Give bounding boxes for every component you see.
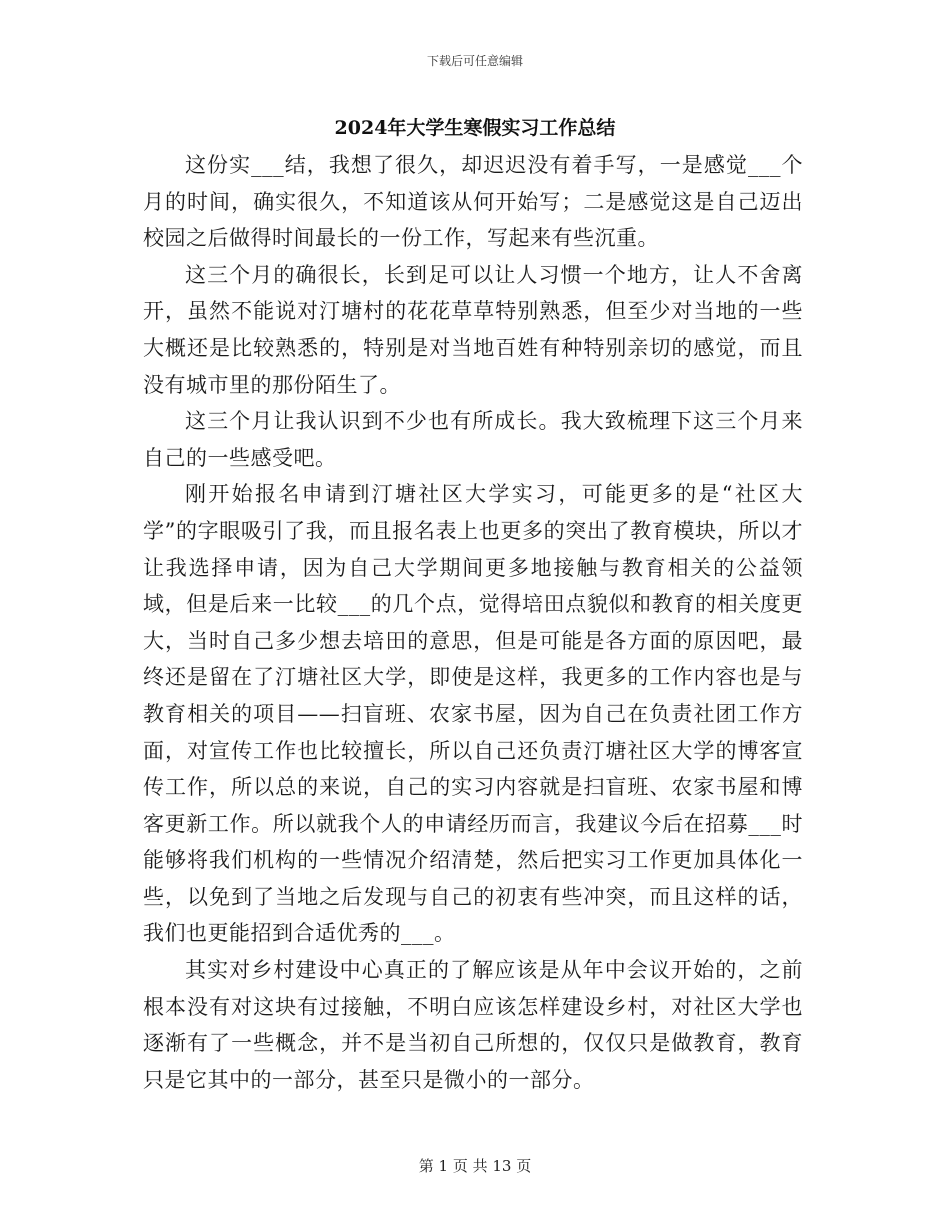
document-body [143, 147, 803, 1098]
paragraph-5: 其实对乡村建设中心真正的了解应该是从年中会议开始的，之前根本没有对这块有过接触，不明白应该怎样建设乡村，对社区大学也逐渐有了一些概念，并不是当初自己所想的，仅仅只是做教育，教育只是它其中的一部分，甚至只是微小的一部分。 [143, 958, 803, 1092]
paragraph-1: 这份实___结，我想了很久，却迟迟没有着手写，一是感觉___个月的时间，确实很久，不知道该从何开始写；二是感觉这是自己迈出校园之后做得时间最长的一份工作，写起来有些沉重。 [143, 153, 803, 251]
paragraph-2: 这三个月的确很长，长到足可以让人习惯一个地方，让人不舍离开，虽然不能说对汀塘村的花花草草特别熟悉，但至少对当地的一些大概还是比较熟悉的，特别是对当地百姓有种特别亲切的感觉，而且没有城市里的那份陌生了。 [143, 262, 803, 397]
document-title: 2024年大学生寒假实习工作总结 [334, 117, 616, 139]
paragraph-4: 刚开始报名申请到汀塘社区大学实习，可能更多的是“社区大学”的字眼吸引了我，而且报名表上也更多的突出了教育模块，所以才让我选择申请，因为自己大学期间更多地接触与教育相关的公益领域，但是后来一比较___的几个点，觉得培田点貌似和教育的相关度更大，当时自己多少想去培田的意思，但是可能是各方面的原因吧，最终还是留在了汀塘社区大学，即使是这样，我更多的工作内容也是与教育相关的项目——扫盲班、农家书屋，因为自己在负责社团工作方面，对宣传工作也比较擅长，所以自己还负责汀塘社区大学的博客宣传工作，所以总的来说，自己的实习内容就是扫盲班、农家书屋和博客更新工作。所以就我个人的申请经历而言，我建议今后在招募___时能够将我们机构的一些情况介绍清楚，然后把实习工作更加具体化一些，以免到了当地之后发现与自己的初衷有些冲突，而且这样的话，我们也更能招到合适优秀的___。 [143, 482, 803, 946]
page-header-note: 下载后可任意编辑 [426, 54, 523, 68]
paragraph-3: 这三个月让我认识到不少也有所成长。我大致梳理下这三个月来自己的一些感受吧。 [143, 409, 803, 470]
page-number-footer: 第 1 页 共 13 页 [418, 1157, 532, 1175]
